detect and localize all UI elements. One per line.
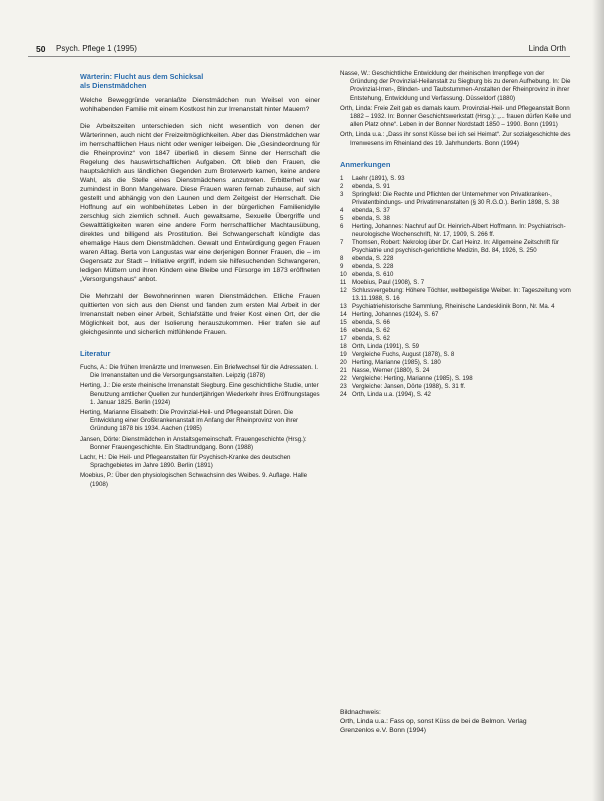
footnote-number: 21 bbox=[340, 366, 347, 374]
literatur-entry: Orth, Linda: Freie Zeit gab es damals kaum. Provinzial-Heil- und Pflegeanstalt Bonn 1882 – 1932. In: Bonner Geschichtswerkstatt (Hrsg.): „... frauen dürfen Kelle und allen Platz ohne“. Leben in der Bonner Nordstadt 1850 – 1990. Bonn (1991) bbox=[340, 104, 571, 129]
footnote-number: 1 bbox=[340, 174, 344, 182]
footnote-text: ebenda, S. 228 bbox=[352, 254, 394, 262]
footnote-number: 9 bbox=[340, 262, 344, 270]
footnote-text: Schlussvergebung: Höhere Töchter, weltbegeistige Weiber. In: Tageszeitung vom 13.11.1988, S. 16 bbox=[352, 286, 571, 302]
section-heading bbox=[80, 72, 320, 90]
footnote-text: Herting, Johannes (1924), S. 67 bbox=[352, 310, 439, 318]
footnote bbox=[340, 287, 572, 303]
literatur-heading: Literatur bbox=[80, 349, 111, 358]
paragraph-3: Die Mehrzahl der Bewohnerinnen waren Dienstmädchen. Etliche Frauen quittierten von sich aus den Dienst und fanden zum ersten Mal Arbeit in der Irrenanstalt neben einer Arbeit, Schlafstätte und freier Kost einen Ort, der die Möglichkeit bot, aus der Isolierung herauszukommen. Hier trafen sie auf gleichgesinnte und sicherlich mitfühlende Frauen. bbox=[80, 293, 320, 336]
footnote-number: 14 bbox=[340, 310, 347, 318]
literatur-entry: Fuchs, A.: Die frühen Irrenärzte und Irrenwesen. Ein Briefwechsel für die Adressaten. I. Die Irrenanstalten und die Versorgungsanstalten. Leipzig (1878) bbox=[80, 364, 318, 380]
footnote bbox=[340, 215, 572, 223]
footnote bbox=[340, 239, 572, 255]
footnote-text: ebenda, S. 91 bbox=[352, 182, 390, 190]
footnote-text: ebenda, S. 37 bbox=[352, 206, 390, 214]
literatur-entry: Herting, Marianne Elisabeth: Die Provinzial-Heil- und Pflegeanstalt Düren. Die Entwicklung einer Großkrankenanstalt im Anfang der Rheinprovinz von ihrer Gründung 1878 bis 1934. Aachen (1985) bbox=[80, 409, 299, 433]
footnote-number: 6 bbox=[340, 222, 344, 230]
footnote-text: ebenda, S. 66 bbox=[352, 318, 390, 326]
literatur-list bbox=[80, 364, 320, 489]
footnote-text: Vergleiche: Herting, Marianne (1985), S. 198 bbox=[352, 374, 473, 382]
footnote-text: Vergleiche: Jansen, Dörte (1988), S. 31 ff. bbox=[352, 382, 466, 390]
footnote-number: 17 bbox=[340, 334, 347, 342]
footnote-text: ebenda, S. 610 bbox=[352, 270, 394, 278]
footnote-text: ebenda, S. 38 bbox=[352, 214, 390, 222]
footnote bbox=[340, 367, 572, 375]
footnote bbox=[340, 327, 572, 335]
footnote-text: Orth, Linda (1991), S. 59 bbox=[352, 342, 420, 350]
running-header-author: Linda Orth bbox=[528, 44, 566, 53]
footnote-text: Nasse, Werner (1880), S. 24 bbox=[352, 366, 430, 374]
running-header-journal: Psych. Pflege 1 (1995) bbox=[56, 44, 137, 53]
footnote-number: 11 bbox=[340, 278, 347, 286]
paragraph-2: Die Arbeitszeiten unterschieden sich nicht wesentlich von denen der Wärterinnen, auch nicht der Freizeitmöglichkeiten. Aber das Dienstmädchen war im herrschaftlichen Haus nicht oder weniger leibeigen. Die „Gesindeordnung für die Rheinprovinz“ von 1847 überließ in diesem Sinne der Herrschaft die Regelung des hauswirtschaftlichen Aufgaben. Oft blieb den Frauen, die hauptsächlich aus ländlichen Gegenden zum Broterwerb kamen, keine andere Wahl, als die Stelle eines Dienstmädchens anzutreten. Erbitterheit war zumindest in Bonn Mangelware. Diese Frauen waren fernab zuhause, auf sich gestellt und abhängig von den Launen und dem Zeitgeist der Herrschaft. Die Hoffnung auf ein wohlbehütetes Leben in der bürgerlichen Familienidylle zerschlug sich ziemlich schnell. Auch gewaltsame, Sexuelle Übergriffe und Gewalttätigkeiten waren eine andere Form herrschaftlicher Machtausübung, direktes und billigend als Prostitution. Bei Schwangerschaft kündigte das ehemalige Haus dem Dienstmädchen. Gewalt und Entwürdigung gegen Frauen waren Alltag. Berta von Langustas war eine derjenigen Bonner Frauen, die – im Gegensatz zur Stadt – Initiative ergriff, indem sie hilfesuchenden Schwangeren, ledigen Müttern und ihren Kindern eine Bleibe und Fürsorge im 1873 eröffneten „Versorgungshaus“ anbot. bbox=[80, 123, 320, 283]
footnote-number: 12 bbox=[340, 286, 347, 294]
footnote bbox=[340, 375, 572, 383]
footnote-number: 3 bbox=[340, 190, 344, 198]
anmerkungen-list bbox=[340, 175, 572, 399]
footnote-number: 10 bbox=[340, 270, 347, 278]
page-number: 50 bbox=[36, 44, 46, 54]
footnote-number: 24 bbox=[340, 390, 347, 398]
footnote-number: 19 bbox=[340, 350, 347, 358]
literatur-entry: Nasse, W.: Geschichtliche Entwicklung der rheinischen Irrenpflege von der Gründung der Provinzial-Heilanstalt zu Siegburg bis zu deren Aufhebung. In: Die Provinzial-Irren-, Blinden- und Taubstummen-Anstalten der Rheinprovinz in ihrer Entstehung, Entwicklung und Verfassung. Düsseldorf (1880) bbox=[340, 70, 571, 102]
footnote bbox=[340, 191, 572, 207]
binding-shadow bbox=[592, 0, 604, 801]
footnote-text: Laehr (1891), S. 93 bbox=[352, 174, 405, 182]
right-column bbox=[340, 70, 572, 399]
footnote bbox=[340, 183, 572, 191]
footnote-text: Thomsen, Robert: Nekrolog über Dr. Carl Heinz. In: Allgemeine Zeitschrift für Psychiatrie und psychisch-gerichtliche Medizin, Bd. 84, 1926, S. 250 bbox=[352, 238, 559, 254]
footnote-number: 20 bbox=[340, 358, 347, 366]
bildnachweis-title: Bildnachweis: bbox=[340, 709, 381, 716]
left-column bbox=[80, 72, 320, 491]
footnote bbox=[340, 263, 572, 271]
footnote-number: 4 bbox=[340, 206, 344, 214]
footnote-number: 15 bbox=[340, 318, 347, 326]
bildnachweis-line1: Orth, Linda u.a.: Fass op, sonst Küss de bei de Belmon. Verlag bbox=[340, 718, 527, 725]
literatur-continuation bbox=[340, 70, 572, 148]
footnote bbox=[340, 279, 572, 287]
footnote-text: Herting, Marianne (1985), S. 180 bbox=[352, 358, 441, 366]
footnote-number: 5 bbox=[340, 214, 344, 222]
section-heading-line2: als Dienstmädchen bbox=[80, 81, 147, 90]
footnote-number: 7 bbox=[340, 238, 344, 246]
header-rule bbox=[28, 56, 570, 57]
bildnachweis bbox=[340, 708, 590, 735]
footnote-text: ebenda, S. 62 bbox=[352, 326, 390, 334]
footnote-text: Springfeld: Die Rechte und Pflichten der Unternehmer von Privatkranken-, Privatentbindungs- und Privatirrenanstalten (§ 30 R.G.O.). Berlin 1898, S. 38 bbox=[352, 190, 559, 206]
footnote-number: 18 bbox=[340, 342, 347, 350]
footnote bbox=[340, 391, 572, 399]
footnote-number: 22 bbox=[340, 374, 347, 382]
footnote-text: Orth, Linda u.a. (1994), S. 42 bbox=[352, 390, 431, 398]
footnote-text: ebenda, S. 228 bbox=[352, 262, 394, 270]
anmerkungen-heading: Anmerkungen bbox=[340, 159, 391, 169]
literatur-entry: Moebius, P.: Über den physiologischen Schwachsinn des Weibes. 9. Auflage. Halle (1908) bbox=[80, 472, 308, 488]
footnote bbox=[340, 255, 572, 263]
footnote-text: ebenda, S. 62 bbox=[352, 334, 390, 342]
section-heading-line1: Wärterin: Flucht aus dem Schicksal bbox=[80, 72, 204, 81]
footnote-text: Vergleiche Fuchs, August (1878), S. 8 bbox=[352, 350, 455, 358]
footnote-text: Moebius, Paul (1908), S. 7 bbox=[352, 278, 425, 286]
paragraph-1: Welche Beweggründe veranlaßte Dienstmädchen nun Weilsel von einer wohlhabenden Familie mit einem Kostkost hin zur Irrenanstalt hinter Mauern? bbox=[80, 97, 320, 113]
footnote bbox=[340, 335, 572, 343]
footnote-number: 2 bbox=[340, 182, 344, 190]
bildnachweis-line2: Grenzenlos e.V. Bonn (1994) bbox=[340, 727, 427, 734]
footnote bbox=[340, 207, 572, 215]
footnote-number: 8 bbox=[340, 254, 344, 262]
literatur-entry: Herting, J.: Die erste rheinische Irrenanstalt Siegburg. Eine geschichtliche Studie, unter Benutzung amtlicher Quellen zur hundertjährigen Wiederkehr ihres Eröffnungstages 1. Januar 1825. Berlin (1924) bbox=[80, 382, 320, 406]
footnote-text: Psychiatriehistorische Sammlung, Rheinische Landesklinik Bonn, Nr. Ma. 4 bbox=[352, 302, 555, 310]
literatur-entry: Orth, Linda u.a.: „Dass ihr sonst Küsse bei ich sei Heimat“. Zur sozialgeschichte des Irrenwesens im Rheinland des 19. Jahrhunderts. Bonn (1994) bbox=[340, 131, 571, 147]
footnote bbox=[340, 351, 572, 359]
footnote-number: 23 bbox=[340, 382, 347, 390]
footnote bbox=[340, 311, 572, 319]
literatur-entry: Jansen, Dörte: Dienstmädchen in Anstaltsgemeinschaft. Frauengeschichte (Hrsg.): Bonner Frauengeschichte. Ein Stadtrundgang. Bonn (1988) bbox=[80, 435, 307, 451]
footnote bbox=[340, 383, 572, 391]
footnote bbox=[340, 175, 572, 183]
footnote-number: 16 bbox=[340, 326, 347, 334]
footnote bbox=[340, 223, 572, 239]
literatur-entry: Lachr, H.: Die Heil- und Pflegeanstalten für Psychisch-Kranke des deutschen Sprachgebietes im Jahre 1890. Berlin (1891) bbox=[80, 454, 291, 470]
footnote bbox=[340, 343, 572, 351]
footnote bbox=[340, 271, 572, 279]
footnote-number: 13 bbox=[340, 302, 347, 310]
footnote-text: Herting, Johannes: Nachruf auf Dr. Heinrich-Albert Hoffmann. In: Psychiatrisch-neurologische Wochenschrift, Nr. 17, 1909, S. 266 ff. bbox=[352, 222, 566, 238]
footnote bbox=[340, 359, 572, 367]
footnote bbox=[340, 319, 572, 327]
footnote bbox=[340, 303, 572, 311]
